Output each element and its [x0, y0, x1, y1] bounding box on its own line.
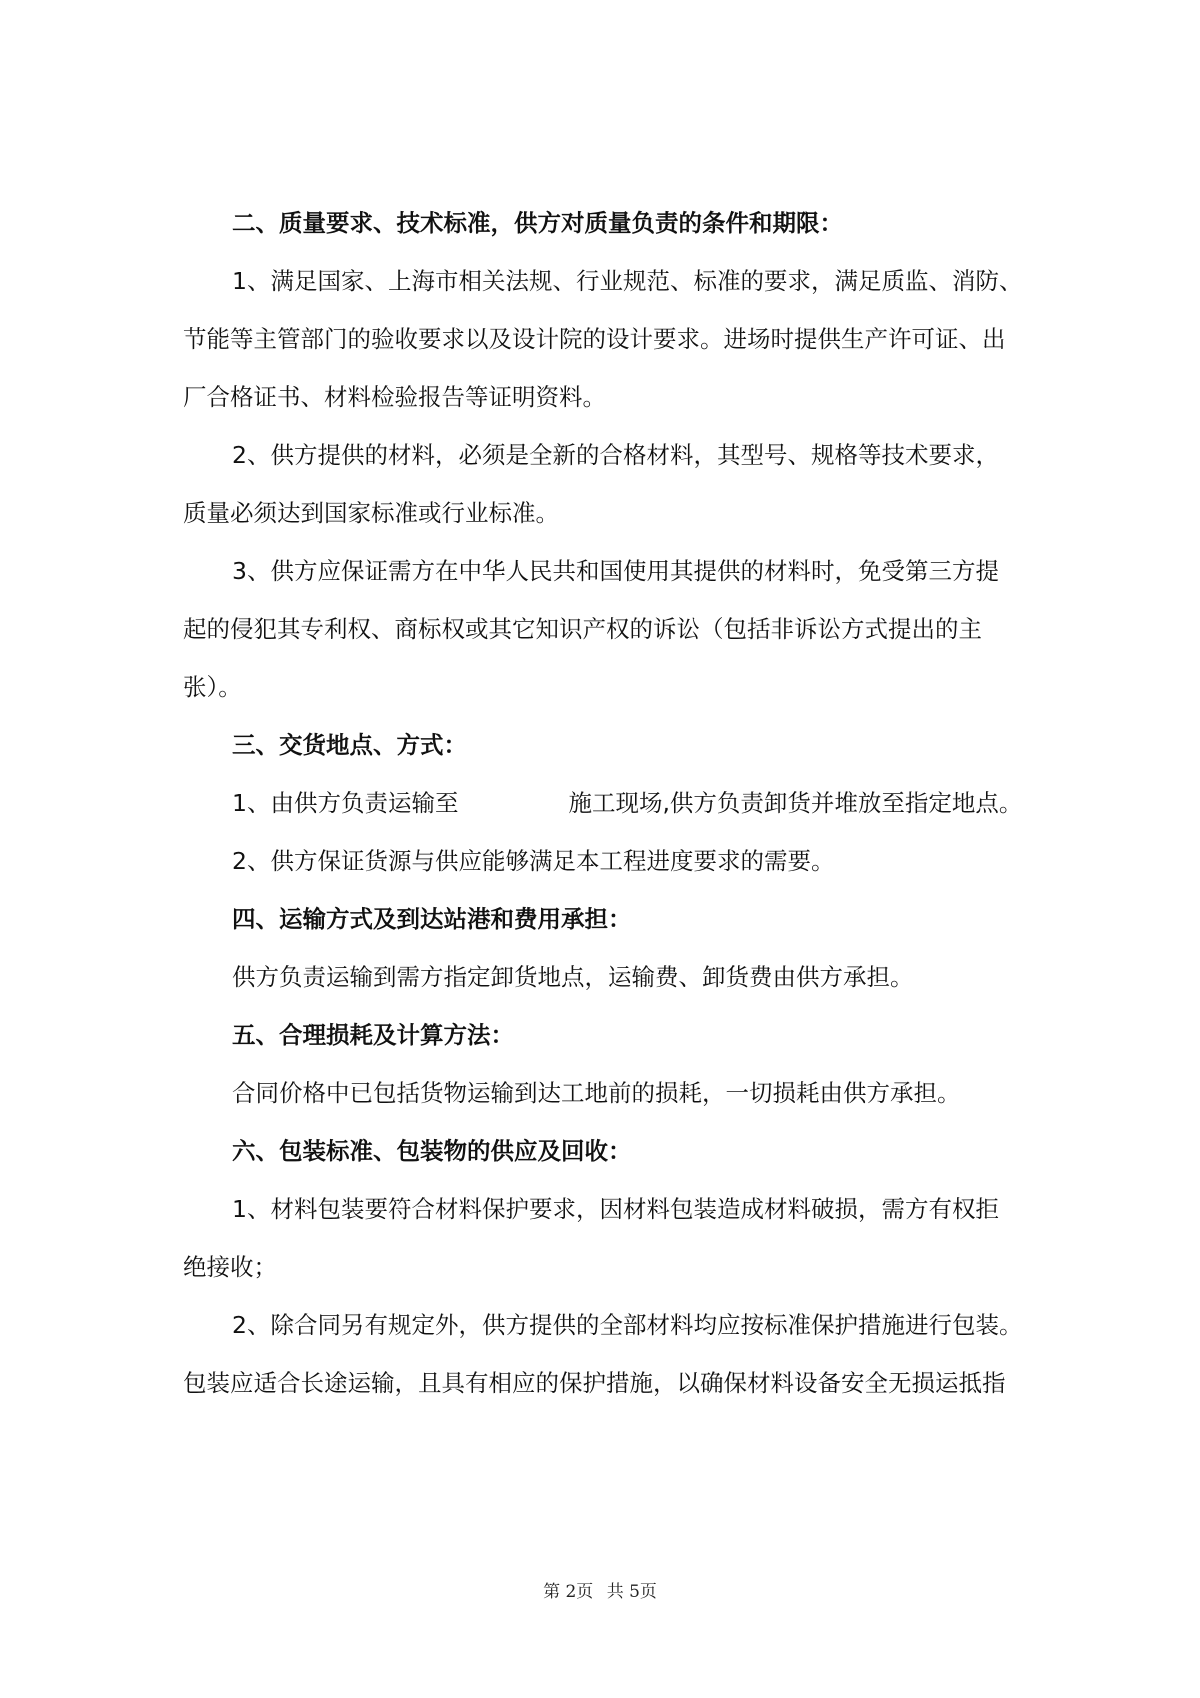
paragraph-line: 质量必须达到国家标准或行业标准。: [183, 499, 559, 527]
paragraph-line: [232, 786, 1092, 820]
paragraph-line: 2、供方提供的材料，必须是全新的合格材料，其型号、规格等技术要求，: [232, 441, 999, 469]
paragraph-line: 1、材料包装要符合材料保护要求，因材料包装造成材料破损，需方有权拒: [232, 1195, 999, 1223]
paragraph-line: 2、供方保证货源与供应能够满足本工程进度要求的需要。: [232, 847, 835, 875]
paragraph-line: 供方负责运输到需方指定卸货地点，运输费、卸货费由供方承担。: [232, 963, 914, 991]
paragraph-line: 起的侵犯其专利权、商标权或其它知识产权的诉讼（包括非诉讼方式提出的主: [183, 615, 982, 643]
paragraph-line: 合同价格中已包括货物运输到达工地前的损耗，一切损耗由供方承担。: [232, 1079, 961, 1107]
paragraph-line: 2、除合同另有规定外，供方提供的全部材料均应按标准保护措施进行包装。: [232, 1311, 1023, 1339]
paragraph-line: 张）。: [183, 673, 242, 701]
section-heading-transport: 四、运输方式及到达站港和费用承担：: [232, 905, 632, 933]
delivery-text-end: 施工现场,供方负责卸货并堆放至指定地点。: [568, 789, 1023, 817]
paragraph-line: 包装应适合长途运输，且具有相应的保护措施，以确保材料设备安全无损运抵指: [183, 1369, 1006, 1397]
section-heading-delivery: 三、交货地点、方式：: [232, 731, 467, 759]
section-heading-loss: 五、合理损耗及计算方法：: [232, 1021, 514, 1049]
paragraph-line: 节能等主管部门的验收要求以及设计院的设计要求。进场时提供生产许可证、出: [183, 325, 1006, 353]
page-footer: [0, 1577, 1200, 1602]
page-total: 共 5页: [606, 1582, 657, 1602]
paragraph-line: 3、供方应保证需方在中华人民共和国使用其提供的材料时，免受第三方提: [232, 557, 999, 585]
section-heading-quality: 二、质量要求、技术标准，供方对质量负责的条件和期限：: [232, 209, 843, 237]
section-heading-packaging: 六、包装标准、包装物的供应及回收：: [232, 1137, 632, 1165]
page-number: 第 2页: [543, 1582, 594, 1602]
paragraph-line: 1、满足国家、上海市相关法规、行业规范、标准的要求，满足质监、消防、: [232, 267, 1023, 295]
paragraph-line: 绝接收；: [183, 1253, 277, 1281]
paragraph-line: 厂合格证书、材料检验报告等证明资料。: [183, 383, 606, 411]
delivery-text-start: 1、由供方负责运输至: [232, 789, 459, 817]
